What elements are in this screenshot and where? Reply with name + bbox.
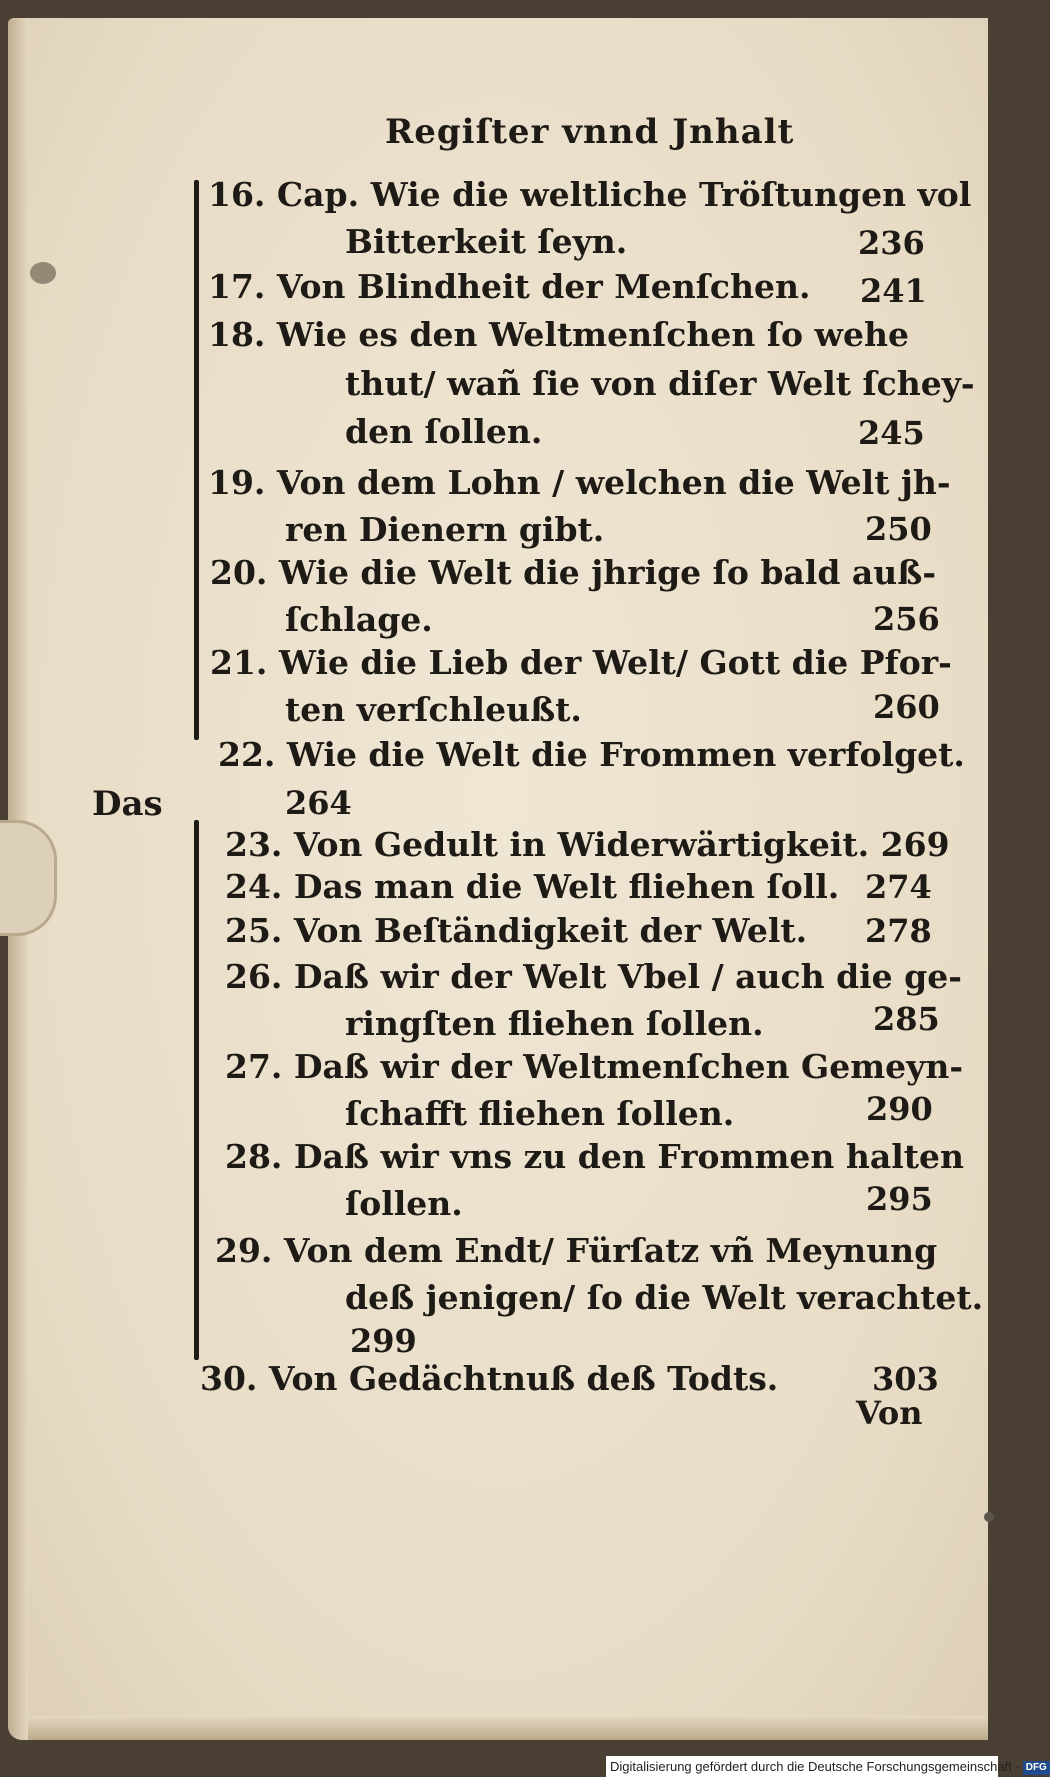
- entry-26: [225, 957, 962, 996]
- entry-number: 21.: [210, 643, 268, 682]
- entry-18-line3: den ſollen.: [345, 412, 543, 451]
- entry-number: 19.: [208, 463, 266, 502]
- entry-30-page: 303: [872, 1360, 939, 1398]
- entry-title: Das man die Welt fliehen ſoll.: [293, 867, 840, 906]
- entry-20: [210, 553, 937, 592]
- entry-17-page: 241: [860, 272, 927, 310]
- entry-number: 16. Cap.: [208, 175, 360, 214]
- entry-number: 30.: [200, 1359, 258, 1398]
- entry-25-page: 278: [865, 912, 932, 950]
- entry-26-page: 285: [873, 1000, 940, 1038]
- entry-number: 18.: [208, 315, 266, 354]
- entry-21-page: 260: [873, 688, 940, 726]
- entry-28: [225, 1137, 965, 1176]
- entry-page: 269: [880, 825, 950, 864]
- page-header: Regiſter vnnd Jnhalt: [385, 112, 795, 152]
- side-label: Das: [92, 784, 163, 824]
- entry-title: Von dem Lohn / welchen die Welt jh-: [276, 463, 951, 502]
- bracket-top: [194, 180, 199, 740]
- pin-mark: [984, 1512, 994, 1522]
- entry-22: [218, 735, 965, 774]
- entry-24: [225, 867, 840, 906]
- entry-24-page: 274: [865, 868, 932, 906]
- entry-16-line2: Bitterkeit ſeyn.: [345, 222, 628, 261]
- entry-18-line2: thut/ wañ ſie von diſer Welt ſchey-: [345, 364, 975, 403]
- entry-number: 24.: [225, 867, 283, 906]
- entry-27: [225, 1047, 964, 1086]
- entry-number: 26.: [225, 957, 283, 996]
- entry-title: Daß wir vns zu den Frommen halten: [293, 1137, 965, 1176]
- entry-19-page: 250: [865, 510, 932, 548]
- footer-text: Digitalisierung gefördert durch die Deutsche Forschungsgemeinschaft ·: [610, 1759, 1020, 1774]
- entry-title: Von Gedächtnuß deß Todts.: [268, 1359, 779, 1398]
- entry-23: [225, 825, 950, 864]
- entry-number: 22.: [218, 735, 276, 774]
- entry-title: Wie die weltliche Tröſtungen vol: [370, 175, 972, 214]
- entry-title: Wie es den Weltmenſchen ſo wehe: [276, 315, 909, 354]
- entry-27-line2: ſchafft fliehen ſollen.: [345, 1094, 735, 1133]
- entry-20-page: 256: [873, 600, 940, 638]
- entry-title: Von Beſtändigkeit der Welt.: [293, 911, 808, 950]
- entry-16: [208, 175, 972, 214]
- entry-number: 20.: [210, 553, 268, 592]
- entry-28-line2: ſollen.: [345, 1184, 463, 1223]
- entry-title: Wie die Lieb der Welt/ Gott die Pfor-: [278, 643, 952, 682]
- entry-25: [225, 911, 808, 950]
- entry-title: Von dem Endt/ Fürſatz vñ Meynung: [283, 1231, 938, 1270]
- entry-21: [210, 643, 952, 682]
- dfg-logo-icon: DFG: [1023, 1761, 1050, 1775]
- entry-19: [208, 463, 951, 502]
- bracket-bottom: [194, 820, 199, 1360]
- entry-29-page: 299: [350, 1322, 417, 1360]
- entry-30: [200, 1359, 779, 1398]
- entry-22-page: 264: [285, 784, 352, 822]
- entry-title: Daß wir der Weltmenſchen Gemeyn-: [293, 1047, 964, 1086]
- entry-26-line2: ringſten fliehen ſollen.: [345, 1004, 764, 1043]
- entry-title: Von Gedult in Widerwärtigkeit.: [293, 825, 870, 864]
- entry-number: 29.: [215, 1231, 273, 1270]
- entry-title: Wie die Welt die jhrige ſo bald auß-: [278, 553, 937, 592]
- entry-29-line2: deß jenigen/ ſo die Welt verachtet.: [345, 1278, 984, 1317]
- entry-19-line2: ren Dienern gibt.: [285, 510, 605, 549]
- footer-credit: [606, 1756, 1047, 1777]
- entry-18: [208, 315, 909, 354]
- entry-number: 28.: [225, 1137, 283, 1176]
- entry-20-line2: ſchlage.: [285, 600, 433, 639]
- entry-18-page: 245: [858, 414, 925, 452]
- entry-21-line2: ten verſchleußt.: [285, 690, 582, 729]
- entry-title: Von Blindheit der Menſchen.: [276, 267, 811, 306]
- ink-blot: [30, 262, 56, 284]
- entry-29: [215, 1231, 938, 1270]
- entry-number: 23.: [225, 825, 283, 864]
- entry-16-page: 236: [858, 224, 925, 262]
- entry-27-page: 290: [866, 1090, 933, 1128]
- book-clasp: [0, 820, 57, 936]
- entry-number: 17.: [208, 267, 266, 306]
- entry-title: Wie die Welt die Frommen verfolget.: [286, 735, 965, 774]
- entry-number: 27.: [225, 1047, 283, 1086]
- catchword: Von: [856, 1394, 923, 1432]
- entry-title: Daß wir der Welt Vbel / auch die ge-: [293, 957, 962, 996]
- entry-17: [208, 267, 811, 306]
- page-edge-bottom: [28, 1716, 988, 1740]
- entry-number: 25.: [225, 911, 283, 950]
- entry-28-page: 295: [866, 1180, 933, 1218]
